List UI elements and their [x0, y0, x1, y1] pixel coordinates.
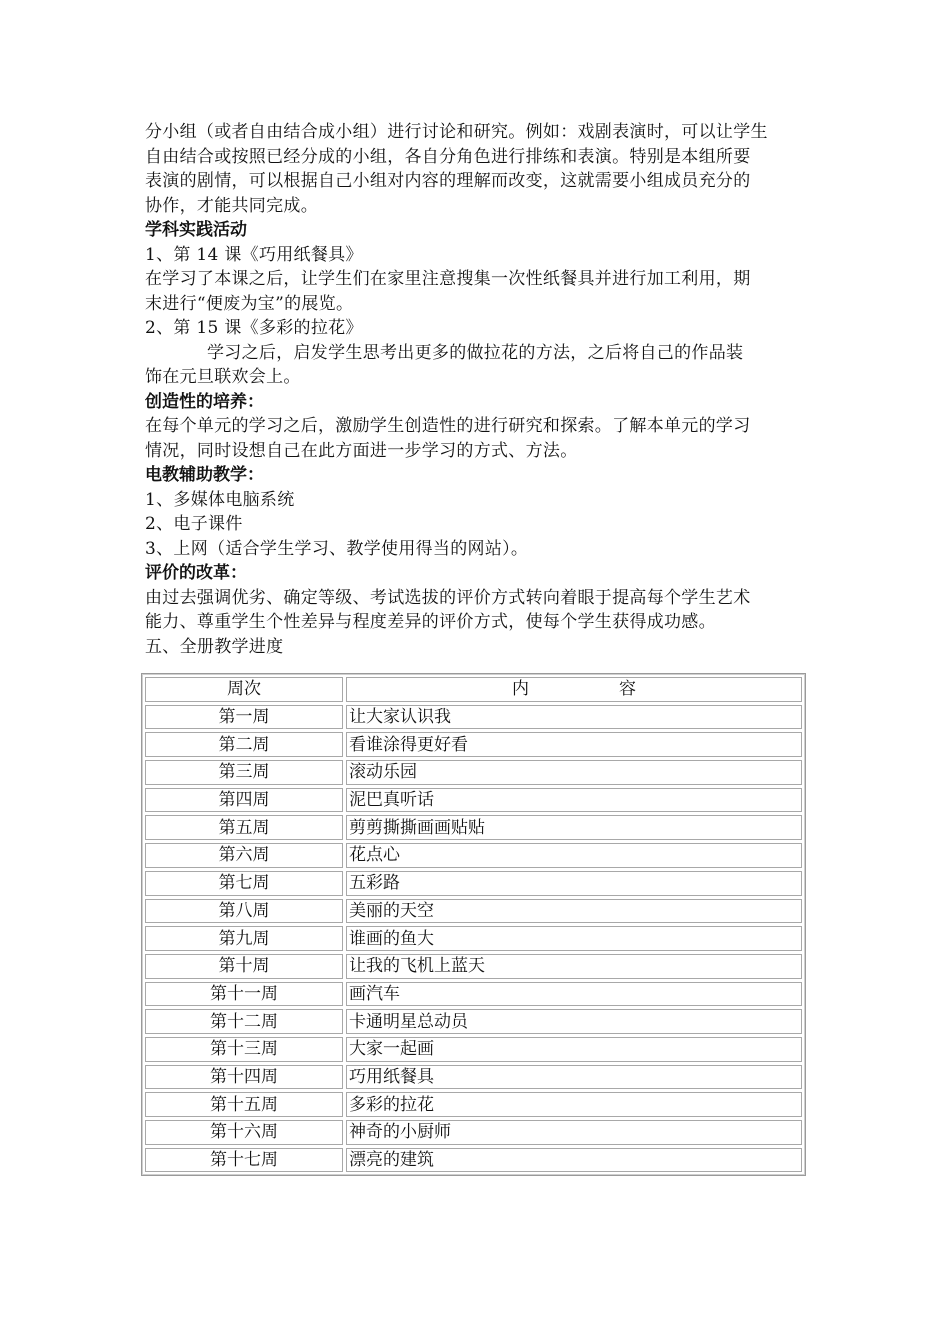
content-cell: 大家一起画 [346, 1037, 802, 1062]
media-heading: 电教辅助教学： [145, 465, 264, 485]
week-cell: 第一周 [145, 705, 343, 730]
week-cell: 第十四周 [145, 1065, 343, 1090]
content-cell: 巧用纸餐具 [346, 1065, 802, 1090]
lesson14-line: 在学习了本课之后，让学生们在家里注意搜集一次性纸餐具并进行加工利用，期 [145, 269, 751, 289]
practice-heading: 学科实践活动 [145, 220, 247, 240]
intro-line: 协作，才能共同完成。 [145, 195, 318, 216]
table-row [145, 1120, 802, 1145]
week-cell: 第十三周 [145, 1037, 343, 1062]
header-content-b: 容 [619, 679, 636, 700]
week-cell: 第七周 [145, 871, 343, 896]
lesson15-title: 2、第 15 课《多彩的拉花》 [145, 318, 363, 338]
media-item: 2、电子课件 [145, 514, 243, 534]
table-row [145, 732, 802, 757]
week-cell: 第十二周 [145, 1009, 343, 1034]
lesson14-line: 末进行“便废为宝”的展览。 [145, 293, 354, 314]
creativity-heading: 创造性的培养： [145, 391, 264, 412]
table-header-row [145, 677, 802, 702]
lesson14-title: 1、第 14 课《巧用纸餐具》 [145, 244, 363, 265]
header-week: 周次 [145, 677, 343, 702]
week-cell: 第十周 [145, 954, 343, 979]
header-content-a: 内 [512, 679, 529, 700]
content-cell: 谁画的鱼大 [346, 926, 802, 951]
table-row [145, 926, 802, 951]
intro-line: 自由结合或按照已经分成的小组，各自分角色进行排练和表演。特别是本组所要 [145, 146, 751, 167]
content-cell: 花点心 [346, 843, 802, 868]
content-cell: 五彩路 [346, 871, 802, 896]
schedule-rows [145, 705, 802, 1173]
week-cell: 第四周 [145, 788, 343, 813]
schedule-table [141, 673, 806, 1176]
content-cell: 漂亮的建筑 [346, 1148, 802, 1173]
table-row [145, 1092, 802, 1117]
content-cell: 剪剪撕撕画画贴贴 [346, 815, 802, 840]
intro-line: 分小组（或者自由结合成小组）进行讨论和研究。例如：戏剧表演时，可以让学生 [145, 122, 768, 142]
intro-line: 表演的剧情，可以根据自己小组对内容的理解而改变，这就需要小组成员充分的 [145, 171, 751, 191]
content-cell: 看谁涂得更好看 [346, 732, 802, 757]
week-cell: 第九周 [145, 926, 343, 951]
content-cell: 画汽车 [346, 982, 802, 1007]
content-cell: 让我的飞机上蓝天 [346, 954, 802, 979]
week-cell: 第十七周 [145, 1148, 343, 1173]
table-row [145, 1148, 802, 1173]
table-row [145, 815, 802, 840]
evaluation-heading: 评价的改革： [145, 563, 247, 583]
table-row [145, 899, 802, 924]
week-cell: 第六周 [145, 843, 343, 868]
table-row [145, 1037, 802, 1062]
week-cell: 第十六周 [145, 1120, 343, 1145]
week-cell: 第十五周 [145, 1092, 343, 1117]
table-row [145, 843, 802, 868]
creativity-line: 在每个单元的学习之后，激励学生创造性的进行研究和探索。了解本单元的学习 [145, 416, 751, 436]
lesson15-line: 学习之后，启发学生思考出更多的做拉花的方法，之后将自己的作品装 [207, 342, 744, 363]
media-item: 3、上网（适合学生学习、教学使用得当的网站）。 [145, 538, 529, 559]
week-cell: 第十一周 [145, 982, 343, 1007]
lesson15-line: 饰在元旦联欢会上。 [145, 367, 301, 387]
content-cell: 滚动乐园 [346, 760, 802, 785]
content-cell: 美丽的天空 [346, 899, 802, 924]
content-cell: 泥巴真听话 [346, 788, 802, 813]
table-row [145, 1065, 802, 1090]
table-row [145, 788, 802, 813]
content-cell: 让大家认识我 [346, 705, 802, 730]
creativity-line: 情况，同时设想自己在此方面进一步学习的方式、方法。 [145, 440, 578, 461]
evaluation-line: 能力、尊重学生个性差异与程度差异的评价方式，使每个学生获得成功感。 [145, 612, 716, 632]
week-cell: 第二周 [145, 732, 343, 757]
content-cell: 卡通明星总动员 [346, 1009, 802, 1034]
header-content [346, 677, 802, 702]
content-cell: 神奇的小厨师 [346, 1120, 802, 1145]
table-row [145, 871, 802, 896]
week-cell: 第八周 [145, 899, 343, 924]
table-row [145, 760, 802, 785]
table-row [145, 1009, 802, 1034]
table-row [145, 982, 802, 1007]
media-item: 1、多媒体电脑系统 [145, 489, 295, 510]
content-cell: 多彩的拉花 [346, 1092, 802, 1117]
table-row [145, 954, 802, 979]
week-cell: 第五周 [145, 815, 343, 840]
table-row [145, 705, 802, 730]
document-body [145, 120, 810, 659]
schedule-heading: 五、全册教学进度 [145, 636, 284, 657]
evaluation-line: 由过去强调优劣、确定等级、考试选拔的评价方式转向着眼于提高每个学生艺术 [145, 587, 751, 608]
week-cell: 第三周 [145, 760, 343, 785]
